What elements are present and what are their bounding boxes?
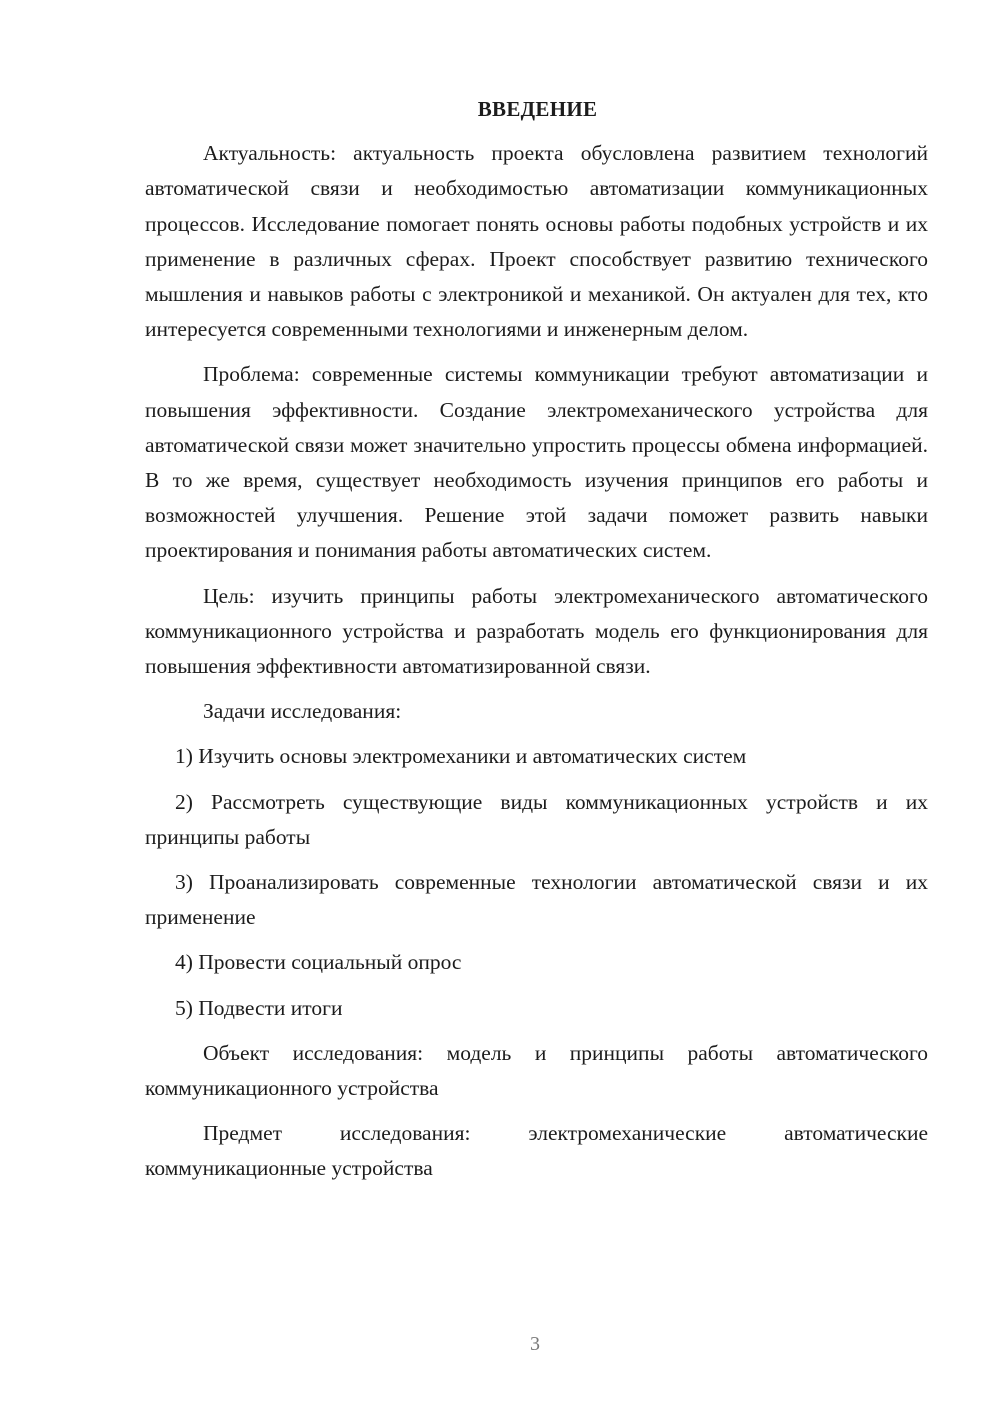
page-content [145,92,928,1197]
tasks-heading: Задачи исследования: [203,699,402,724]
goal-paragraph: Цель: изучить принципы работы электромеханического автоматического коммуникационного устройства и разработать модель его функционирования для повышения эффективности автоматизированной связи. [145,583,928,679]
task-item-3: 3) Проанализировать современные технологии автоматической связи и их применение [145,870,928,930]
task-item-1: 1) Изучить основы электромеханики и автоматических систем [175,744,747,769]
relevance-paragraph: Актуальность: актуальность проекта обусловлена развитием технологий автоматической связи и необходимостью автоматизации коммуникационных процессов. Исследование помогает понять основы работы подобных устройств и их применение в различных сферах. Проект способствует развитию технического мышления и навыков работы с электроникой и механикой. Он актуален для тех, кто интересуется современными технологиями и инженерным делом. [145,141,928,342]
task-item-4: 4) Провести социальный опрос [175,950,462,975]
object-paragraph: Объект исследования: модель и принципы работы автоматического коммуникационного устройства [145,1040,928,1101]
subject-paragraph: Предмет исследования: электромеханические автоматические коммуникационные устройства [145,1121,928,1181]
section-title: ВВЕДЕНИЕ [477,97,598,121]
task-item-5: 5) Подвести итоги [175,995,343,1020]
problem-paragraph: Проблема: современные системы коммуникации требуют автоматизации и повышения эффективности. Создание электромеханического устройства для автоматической связи может значительно упростить процессы обмена информацией. В то же время, существует необходимость изучения принципов его работы и возможностей улучшения. Решение этой задачи поможет развить навыки проектирования и понимания работы автоматических систем. [145,362,928,563]
page-number: 3 [530,1333,540,1355]
task-item-2: 2) Рассмотреть существующие виды коммуникационных устройств и их принципы работы [145,789,928,849]
